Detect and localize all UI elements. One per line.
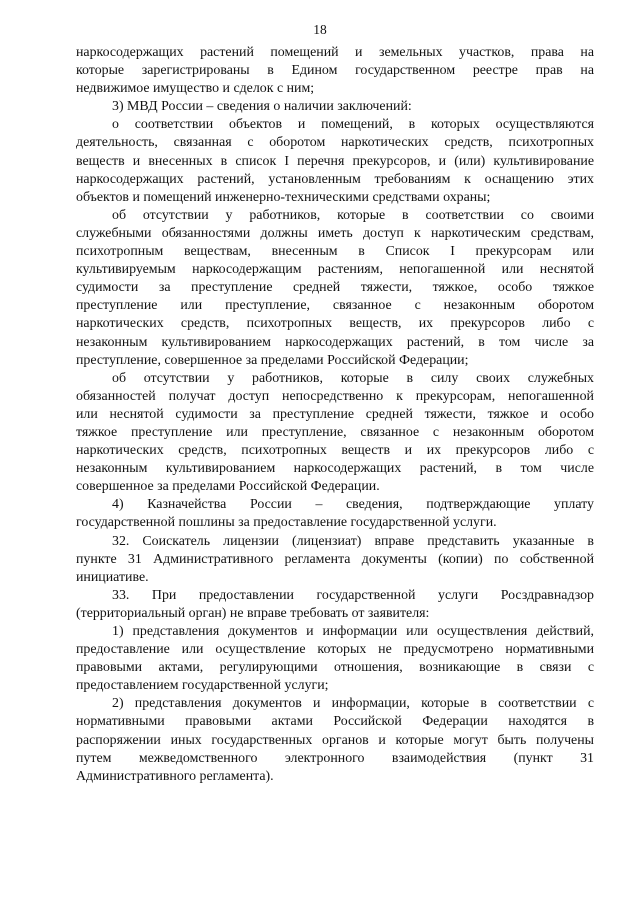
page-number: 18: [313, 22, 327, 37]
text-line: недвижимое имущество и сделок с ним;: [76, 81, 315, 97]
text-line: правовыми актами, регулирующими отношения, возникающие в связи с: [76, 660, 594, 676]
text-line: преступление, совершенное за пределами Российской Федерации;: [76, 352, 469, 368]
text-line: (территориальный орган) не вправе требовать от заявителя:: [76, 605, 430, 621]
text-line: веществ и внесенных в список I перечня прекурсоров, и (или) культивирование: [76, 153, 594, 169]
text-line: незаконным культивированием наркосодержащих растений, в том числе: [76, 461, 594, 477]
text-line: о соответствии объектов и помещений, в которых осуществляются: [112, 117, 594, 133]
text-line: 4) Казначейства России – сведения, подтверждающие уплату: [112, 497, 594, 513]
text-line: деятельность, связанная с оборотом наркотических средств, психотропных: [76, 135, 594, 151]
text-line: 3) МВД России – сведения о наличии заключений:: [112, 99, 412, 115]
text-line: об отсутствии у работников, которые в соответствии со своими: [112, 207, 594, 223]
text-line: которые зарегистрированы в Едином государственном реестре прав на: [76, 63, 594, 79]
text-line: незаконным культивированием наркосодержащих растений, в том числе за: [76, 334, 594, 350]
text-line: культивируемым наркосодержащим растениям, непогашенной или неснятой: [76, 262, 594, 278]
text-line: наркотических средств, психотропных веществ, их прекурсоров либо с: [76, 316, 594, 332]
text-line: совершенное за пределами Российской Федерации.: [76, 479, 380, 495]
text-line: инициативе.: [76, 569, 149, 585]
text-line: наркотических средств, психотропных веществ и их прекурсоров либо с: [76, 443, 594, 459]
text-line: путем межведомственного электронного взаимодействия (пункт 31: [76, 750, 594, 766]
text-line: 1) представления документов и информации или осуществления действий,: [112, 624, 594, 639]
text-line: распоряжении иных государственных органов и которые могут быть получены: [76, 732, 594, 748]
text-line: пункте 31 Административного регламента документы (копии) по собственной: [76, 551, 594, 567]
text-line: предоставлением государственной услуги;: [76, 678, 329, 694]
text-line: предоставление или осуществление которых не предусмотрено нормативными: [76, 642, 594, 658]
text-line: наркосодержащих растений, установленным требованиям к оснащению этих: [76, 171, 594, 187]
text-line: государственной пошлины за предоставление государственной услуги.: [76, 515, 497, 531]
text-line: судимости за преступление средней тяжести, тяжкое, особо тяжкое: [76, 280, 594, 296]
text-line: или неснятой судимости за преступление средней тяжести, тяжкое и особо: [76, 406, 594, 422]
text-line: наркосодержащих растений помещений и земельных участков, права на: [76, 45, 594, 60]
text-line: преступление или преступление, связанное с незаконным оборотом: [76, 298, 594, 314]
text-line: Административного регламента).: [76, 768, 274, 784]
text-line: нормативными правовыми актами Российской Федерации находятся в: [76, 714, 594, 730]
text-line: 32. Соискатель лицензии (лицензиат) вправе представить указанные в: [112, 533, 594, 549]
text-line: 33. При предоставлении государственной услуги Росздравнадзор: [112, 587, 594, 603]
text-line: объектов и помещений инженерно-техническими средствами охраны;: [76, 189, 491, 205]
text-line: служебными обязанностями должны иметь доступ к наркотическим средствам,: [76, 225, 594, 241]
text-line: тяжкое преступление или преступление, связанное с незаконным оборотом: [76, 424, 594, 440]
text-line: психотропным веществам, внесенным в Список I прекурсорам или: [76, 244, 594, 260]
text-line: 2) представления документов и информации, которые в соответствии с: [112, 696, 594, 712]
text-line: об отсутствии у работников, которые в силу своих служебных: [112, 370, 594, 386]
document-body: [76, 44, 594, 786]
text-line: обязанностей получат доступ непосредственно к прекурсорам, непогашенной: [76, 388, 594, 404]
